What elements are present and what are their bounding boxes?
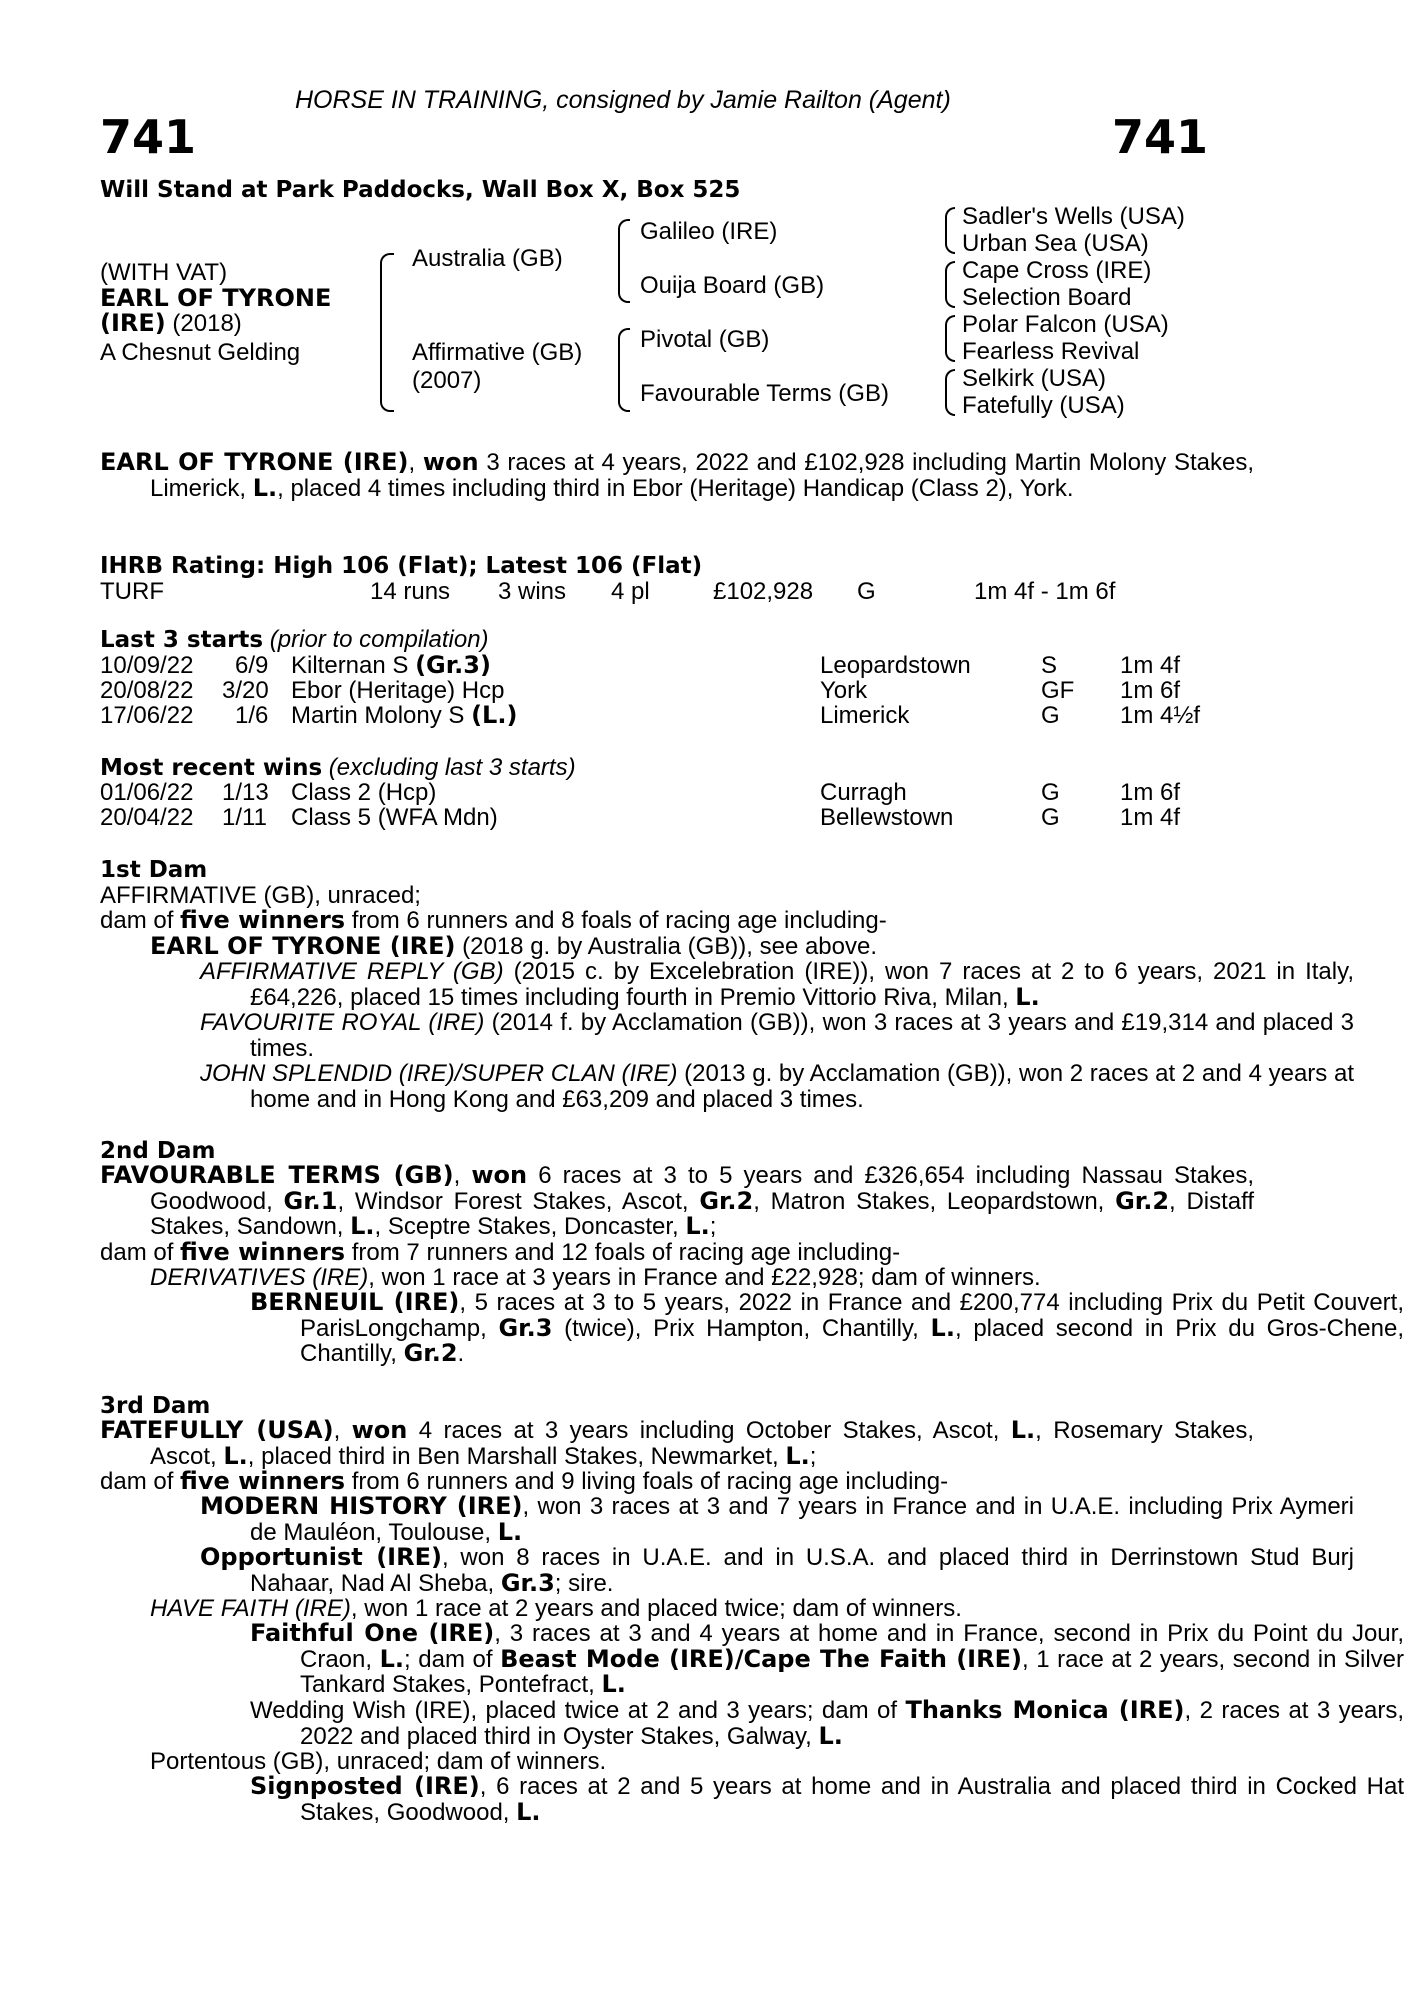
first-dam-progeny: FAVOURITE ROYAL (IRE) (2014 f. by Acclamation (GB)), won 3 races at 3 years and £19,314 and placed 3 times. <box>200 1009 1355 1062</box>
horse-description: A Chesnut Gelding <box>100 339 301 366</box>
pedigree-sire-sire: Galileo (IRE) <box>640 218 778 245</box>
start-position: 3/20 <box>222 677 269 704</box>
record-places: 4 pl <box>611 578 650 605</box>
start-position: 6/9 <box>235 652 269 679</box>
win-course: Curragh <box>820 779 907 806</box>
pedigree-brace-g78 <box>945 369 955 416</box>
start-race: Martin Molony S (L.) <box>291 701 518 729</box>
pedigree-dam-year: (2007) <box>412 367 482 394</box>
pedigree-dam-dam: Favourable Terms (GB) <box>640 380 889 407</box>
start-date: 20/08/22 <box>100 677 194 704</box>
pedigree-brace-g56 <box>945 315 955 362</box>
start-distance: 1m 4f <box>1120 652 1181 679</box>
first-dam-produce: dam of five winners from 6 runners and 8 foals of racing age including- <box>100 906 887 934</box>
race-summary: EARL OF TYRONE (IRE), won 3 races at 4 years, 2022 and £102,928 including Martin Molony Stakes, Limerick, L., placed 4 times including third in Ebor (Heritage) Handicap (Class 2), York. <box>100 448 1254 502</box>
pedigree-brace-sire <box>618 219 630 303</box>
pedigree-gg4: Selection Board <box>962 284 1132 311</box>
first-dam-heading: 1st Dam <box>100 857 208 883</box>
horse-name: EARL OF TYRONE <box>100 284 332 312</box>
pedigree-gg2: Urban Sea (USA) <box>962 230 1149 257</box>
win-position: 1/13 <box>222 779 269 806</box>
record-wins: 3 wins <box>498 578 567 605</box>
pedigree-brace-g34 <box>945 261 955 308</box>
start-position: 1/6 <box>235 702 269 729</box>
pedigree-gg1: Sadler's Wells (USA) <box>962 203 1185 230</box>
pedigree-dam-sire: Pivotal (GB) <box>640 326 770 353</box>
start-course: York <box>820 677 868 704</box>
pedigree-brace-main <box>380 253 394 412</box>
page-header-title: HORSE IN TRAINING, consigned by Jamie Railton (Agent) <box>295 86 951 114</box>
second-dam-progeny: BERNEUIL (IRE), 5 races at 3 to 5 years, 2022 in France and £200,774 including Prix du Petit Couvert, ParisLongchamp, Gr.3 (twice), Prix Hampton, Chantilly, L., placed second in Prix du Gros-Chene, Chantilly, Gr.2. <box>250 1288 1404 1367</box>
start-course: Leopardstown <box>820 652 971 679</box>
first-dam-progeny: AFFIRMATIVE REPLY (GB) (2015 c. by Excelebration (IRE)), won 7 races at 2 to 6 years, 2021 in Italy, £64,226, placed 15 times including fourth in Premio Vittorio Riva, Milan, L. <box>200 958 1354 1011</box>
start-race: Kilternan S (Gr.3) <box>291 651 491 679</box>
last-starts-heading: Last 3 starts (prior to compilation) <box>100 626 489 653</box>
record-going: G <box>857 578 876 605</box>
third-dam-progeny: HAVE FAITH (IRE), won 1 race at 2 years and placed twice; dam of winners. <box>150 1595 962 1622</box>
first-dam-line: AFFIRMATIVE (GB), unraced; <box>100 882 421 909</box>
win-course: Bellewstown <box>820 804 954 831</box>
first-dam-progeny: EARL OF TYRONE (IRE) (2018 g. by Australia (GB)), see above. <box>150 932 878 960</box>
record-distance: 1m 4f - 1m 6f <box>974 578 1116 605</box>
win-going: G <box>1041 804 1060 831</box>
third-dam-progeny: Portentous (GB), unraced; dam of winners. <box>150 1748 607 1775</box>
start-distance: 1m 6f <box>1120 677 1181 704</box>
win-date: 01/06/22 <box>100 779 194 806</box>
pedigree-brace-dam <box>618 328 630 412</box>
first-dam-progeny: JOHN SPLENDID (IRE)/SUPER CLAN (IRE) (2013 g. by Acclamation (GB)), won 2 races at 2 and 4 years at home and in Hong Kong and £63,209 and placed 3 times. <box>200 1060 1354 1113</box>
pedigree-gg3: Cape Cross (IRE) <box>962 257 1152 284</box>
second-dam-produce: dam of five winners from 7 runners and 12 foals of racing age including- <box>100 1238 901 1266</box>
third-dam-record: FATEFULLY (USA), won 4 races at 3 years including October Stakes, Ascot, L., Rosemary Stakes, Ascot, L., placed third in Ben Marshall Stakes, Newmarket, L.; <box>100 1416 1254 1470</box>
win-race: Class 5 (WFA Mdn) <box>291 804 498 831</box>
pedigree-gg8: Fatefully (USA) <box>962 392 1125 419</box>
second-dam-heading: 2nd Dam <box>100 1138 216 1164</box>
pedigree-brace-g12 <box>945 207 955 254</box>
start-going: S <box>1041 652 1058 679</box>
lot-number-left: 741 <box>100 110 197 164</box>
start-date: 17/06/22 <box>100 702 194 729</box>
recent-wins-heading: Most recent wins (excluding last 3 starts) <box>100 754 576 781</box>
pedigree-sire: Australia (GB) <box>412 245 563 272</box>
record-earnings: £102,928 <box>713 578 814 605</box>
win-distance: 1m 4f <box>1120 804 1181 831</box>
third-dam-heading: 3rd Dam <box>100 1393 211 1419</box>
pedigree-dam: Affirmative (GB) <box>412 339 583 366</box>
win-position: 1/11 <box>222 804 267 831</box>
horse-origin-year: (IRE) (2018) <box>100 309 242 337</box>
start-course: Limerick <box>820 702 910 729</box>
win-date: 20/04/22 <box>100 804 194 831</box>
win-race: Class 2 (Hcp) <box>291 779 437 806</box>
second-dam-progeny: DERIVATIVES (IRE), won 1 race at 3 years in France and £22,928; dam of winners. <box>150 1264 1041 1291</box>
pedigree-gg7: Selkirk (USA) <box>962 365 1107 392</box>
third-dam-progeny: Faithful One (IRE), 3 races at 3 and 4 years at home and in France, second in Prix du Point du Jour, Craon, L.; dam of Beast Mode (IRE)/Cape The Faith (IRE), 1 race at 2 years, second in Silver Tankard Stakes, Pontefract, L. <box>250 1619 1404 1698</box>
vat-note: (WITH VAT) <box>100 259 228 286</box>
third-dam-progeny: Signposted (IRE), 6 races at 2 and 5 years at home and in Australia and placed third in Cocked Hat Stakes, Goodwood, L. <box>250 1772 1404 1826</box>
stall-location: Will Stand at Park Paddocks, Wall Box X, Box 525 <box>100 177 741 203</box>
start-going: G <box>1041 702 1060 729</box>
start-going: GF <box>1041 677 1075 704</box>
start-date: 10/09/22 <box>100 652 194 679</box>
win-going: G <box>1041 779 1060 806</box>
third-dam-progeny: MODERN HISTORY (IRE), won 3 races at 3 and 7 years in France and in U.A.E. including Prix Aymeri de Mauléon, Toulouse, L. <box>200 1492 1354 1546</box>
lot-number-right: 741 <box>1112 110 1209 164</box>
record-runs: 14 runs <box>370 578 451 605</box>
record-surface: TURF <box>100 578 164 605</box>
start-race: Ebor (Heritage) Hcp <box>291 677 505 704</box>
third-dam-progeny: Opportunist (IRE), won 8 races in U.A.E. and in U.S.A. and placed third in Derrinstown Stud Burj Nahaar, Nad Al Sheba, Gr.3; sire. <box>200 1543 1355 1597</box>
third-dam-produce: dam of five winners from 6 runners and 9 living foals of racing age including- <box>100 1467 949 1495</box>
pedigree-gg5: Polar Falcon (USA) <box>962 311 1169 338</box>
third-dam-progeny: Wedding Wish (IRE), placed twice at 2 and 3 years; dam of Thanks Monica (IRE), 2 races at 3 years, 2022 and placed third in Oyster Stakes, Galway, L. <box>250 1696 1404 1750</box>
win-distance: 1m 6f <box>1120 779 1181 806</box>
ihrb-rating: IHRB Rating: High 106 (Flat); Latest 106 (Flat) <box>100 553 703 579</box>
pedigree-gg6: Fearless Revival <box>962 338 1140 365</box>
start-distance: 1m 4½f <box>1120 702 1201 729</box>
second-dam-record: FAVOURABLE TERMS (GB), won 6 races at 3 to 5 years and £326,654 including Nassau Stakes, Goodwood, Gr.1, Windsor Forest Stakes, Ascot, Gr.2, Matron Stakes, Leopardstown, Gr.2, Distaff Stakes, Sandown, L., Sceptre Stakes, Doncaster, L.; <box>100 1161 1255 1240</box>
pedigree-sire-dam: Ouija Board (GB) <box>640 272 825 299</box>
